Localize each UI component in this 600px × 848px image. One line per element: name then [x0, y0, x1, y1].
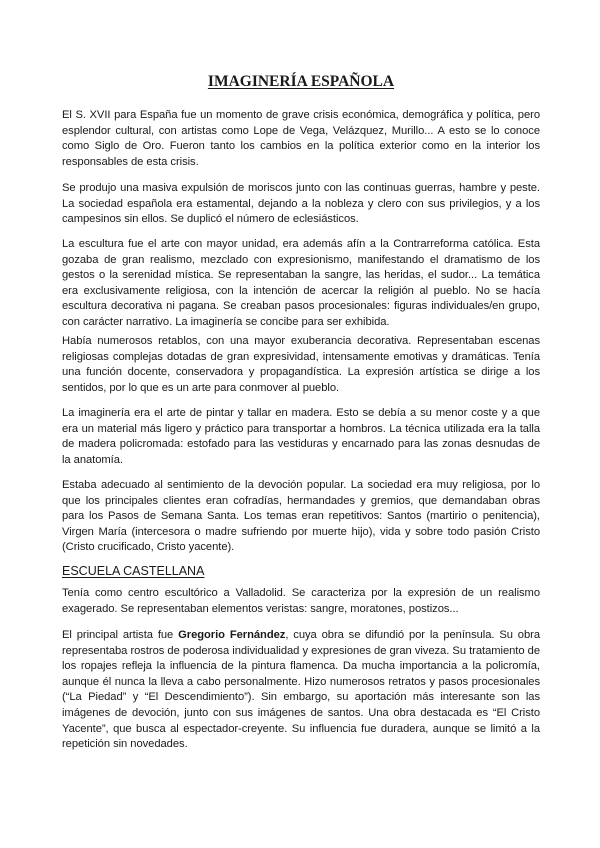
- document-title: [62, 73, 540, 91]
- paragraph-intro: El S. XVII para España fue un momento de grave crisis económica, demográfica y política, pero esplendor cultural, con artistas como Lope de Vega, Velázquez, Murillo... A esto se lo conoce como Siglo de Oro. Fueron tanto los cambios en la política exterior como en la interior los responsables de esta crisis.: [62, 109, 540, 168]
- paragraph-castellana-intro: Tenía como centro escultórico a Valladolid. Se caracteriza por la expresión de un realismo exagerado. Se representaban elementos veristas: sangre, moratones, postizos...: [62, 587, 540, 615]
- paragraph-sculpture: La escultura fue el arte con mayor unidad, era además afín a la Contrarreforma católica. Esta gozaba de gran realismo, mezclado con expresionismo, manifestando el dramatismo de los gestos o la serenidad mística. Se representaban la sangre, las heridas, el sudor... La temática era exclusivamente religiosa, con la intención de acercar la religión al pueblo. No se hacía escultura decorativa ni pagana. Se creaban pasos procesionales: figuras individuales/en grupo, con carácter narrativo. La imaginería se concibe para ser exhibida.: [62, 238, 540, 328]
- section-heading-castellana: ESCUELA CASTELLANA: [62, 564, 205, 578]
- document-title-text: IMAGINERÍA ESPAÑOLA: [207, 73, 395, 90]
- paragraph-rest-text: , cuya obra se difundió por la península. Su obra representaba rostros de poderosa individualidad y expresiones de gran viveza. Su tratamiento de los ropajes refleja la influencia de la pintura flamenca. Da mucha importancia a la policromía, aunque él nunca la lleva a cabo personalmente. Hizo numerosos retratos y pasos procesionales (“La Piedad” y “El Descendimiento”). Sin embargo, su aportación más interesante son las imágenes de devoción, junto con sus imágenes de santos. Una obra destacada es “El Cristo Yacente”, que busca al espectador-creyente. Su influencia fue duradera, aunque se limitó a la repetición sin novedades.: [62, 629, 540, 751]
- paragraph-lead-text: El principal artista fue: [62, 629, 179, 641]
- paragraph-imaginery: La imaginería era el arte de pintar y tallar en madera. Esto se debía a su menor coste y a que era un material más ligero y práctico para transportar a hombros. La técnica utilizada era la talla de madera policromada: estofado para las vestiduras y encarnado para las zonas desnudas de la anatomía.: [62, 407, 540, 466]
- document-page: [62, 0, 540, 848]
- paragraph-society: Se produjo una masiva expulsión de moriscos junto con las continuas guerras, hambre y peste. La sociedad española era estamental, dejando a la nobleza y clero con sus privilegios, y a los campesinos sin ellos. Se duplicó el número de eclesiásticos.: [62, 182, 540, 226]
- artist-name: Gregorio Fernández: [178, 629, 286, 641]
- paragraph-gregorio-fernandez: [62, 628, 540, 753]
- paragraph-devotion: Estaba adecuado al sentimiento de la devoción popular. La sociedad era muy religiosa, por lo que los principales clientes eran cofradías, hermandades y gremios, que demandaban obras para los Pasos de Semana Santa. Los temas eran repetitivos: Santos (martirio o penitencia), Virgen María (intercesora o madre sufriendo por muerte hijo), vida y sobre todo pasión Cristo (Cristo crucificado, Cristo yacente).: [62, 479, 540, 554]
- paragraph-altarpieces: Había numerosos retablos, con una mayor exuberancia decorativa. Representaban escenas religiosas complejas dotadas de gran expresividad, intensamente emotivas y dramáticas. Tenía una función docente, conservadora y propagandística. La expresión artística se dirige a los sentidos, por lo que es un arte para conmover al pueblo.: [62, 335, 540, 394]
